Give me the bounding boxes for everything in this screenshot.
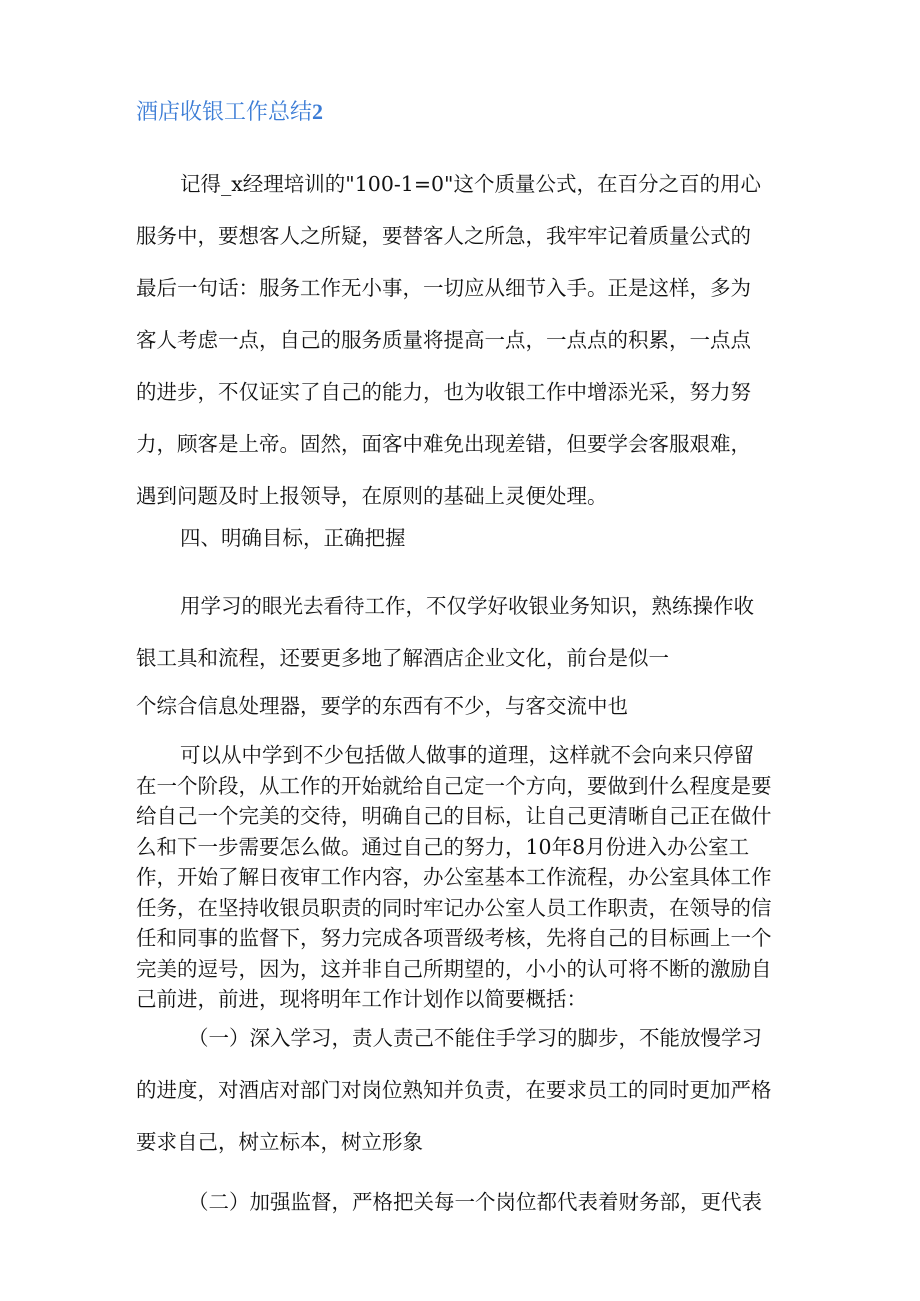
text-line: 服务中，要想客人之所疑，要替客人之所急，我牢牢记着质量公式的 <box>136 224 751 248</box>
text-line: 最后一句话：服务工作无小事，一切应从细节入手。正是这样，多为 <box>136 276 751 300</box>
paragraph-learning <box>136 580 796 684</box>
text-line: 己前进，前进，现将明年工作计划作以简要概括： <box>136 987 587 1011</box>
text-line: 完美的逗号，因为，这并非自己所期望的，小小的认可将不断的激励自 <box>136 956 772 981</box>
text-line: 任和同事的监督下，努力完成各项晋级考核，先将自己的目标画上一个 <box>136 926 772 950</box>
text-line: （二）加强监督，严格把关每一个岗位都代表着财务部，更代表 <box>188 1190 762 1214</box>
document-title <box>136 96 323 129</box>
text-line: 作，开始了解日夜审工作内容，办公室基本工作流程，办公室具体工作 <box>136 865 772 889</box>
paragraph-plan-supervision <box>136 1176 796 1228</box>
text-line: 银工具和流程，还要更多地了解酒店企业文化，前台是似一 <box>136 646 669 670</box>
text-line: 给自己一个完美的交待，明确自己的目标，让自己更清晰自己正在做什 <box>136 804 772 828</box>
text-line: 的进步，不仅证实了自己的能力，也为收银工作中增添光采，努力努 <box>136 380 751 404</box>
text-line: 个综合信息处理器，要学的东西有不少，与客交流中也 <box>136 694 628 718</box>
title-text: 酒店收银工作总结 <box>136 100 313 125</box>
paragraph-quality-formula <box>136 158 796 522</box>
title-number: 2 <box>312 99 324 124</box>
heading-line: 四、明确目标，正确把握 <box>180 526 406 550</box>
text-line: （一）深入学习，责人责己不能住手学习的脚步，不能放慢学习 <box>188 1026 762 1050</box>
text-line: 可以从中学到不少包括做人做事的道理，这样就不会向来只停留 <box>180 743 754 767</box>
text-line: 客人考虑一点，自己的服务质量将提高一点，一点点的积累，一点点 <box>136 328 751 352</box>
paragraph-goals <box>136 740 796 1015</box>
text-line: 任务，在坚持收银员职责的同时牢记办公室人员工作职责，在领导的信 <box>136 895 772 920</box>
text-line: 的进度，对酒店对部门对岗位熟知并负责，在要求员工的同时更加严格 <box>136 1078 772 1102</box>
paragraph-info-processor <box>136 680 796 732</box>
text-line: 在一个阶段，从工作的开始就给自己定一个方向，要做到什么程度是要 <box>136 773 772 798</box>
paragraph-plan-study <box>136 1012 796 1168</box>
section-heading <box>136 512 796 564</box>
text-line: 力，顾客是上帝。固然，面客中难免出现差错，但要学会客服艰难， <box>136 432 751 456</box>
text-line: 遇到问题及时上报领导，在原则的基础上灵便处理。 <box>136 484 608 508</box>
text-line: 要求自己，树立标本，树立形象 <box>136 1130 423 1154</box>
text-line: 记得_x经理培训的"100-1=0"这个质量公式，在百分之百的用心 <box>180 172 761 196</box>
text-line: 用学习的眼光去看待工作，不仅学好收银业务知识，熟练操作收 <box>180 594 754 618</box>
text-line: 么和下一步需要怎么做。通过自己的努力，10年8月份进入办公室工 <box>136 834 750 859</box>
